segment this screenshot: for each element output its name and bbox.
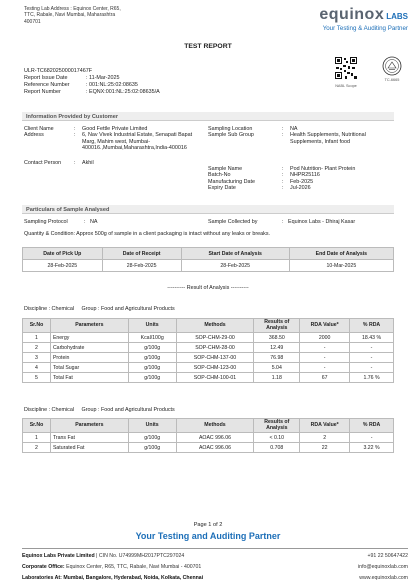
footer-divider: [22, 548, 408, 549]
info-value: Pod Nutrition- Plant Protein: [290, 166, 356, 172]
table-cell: g/100g: [128, 343, 176, 353]
info-colon: :: [74, 132, 76, 139]
table-cell: g/100g: [128, 433, 176, 443]
quantity-note: Quantity & Condition: Approx 500g of sample in a client packaging is intact without any leaks or breaks.: [24, 231, 271, 237]
sample-collected-by: [208, 219, 394, 225]
results-table-2: [22, 418, 394, 453]
meta-key: ULR-TC682025000017467F: [24, 68, 93, 74]
result-heading: ---------- Result of Analysis ----------: [167, 285, 249, 291]
nabl-seal-icon: [382, 56, 402, 76]
footer-labs-key: Laboratories At:: [22, 575, 62, 581]
footer-phone[interactable]: +91 22 50647422: [367, 553, 408, 559]
info-value: Jul-2026: [290, 185, 311, 192]
footer-corporate-line: [22, 564, 201, 570]
table-cell: 0.708: [254, 443, 300, 453]
meta-row: [24, 89, 160, 96]
table-row: [23, 443, 394, 453]
header-rda-percent: % RDA: [350, 419, 394, 433]
table-row: [23, 433, 394, 443]
customer-info-right-top: [208, 126, 394, 145]
info-value: NA: [290, 126, 298, 132]
table-cell: Energy: [50, 333, 128, 343]
table-cell: SOP-CHM-100-01: [176, 373, 254, 383]
info-value: Akhil: [82, 159, 94, 166]
footer-labs-value: Mumbai, Bangalore, Hyderabad, Noida, Kolkata, Chennai: [63, 575, 204, 581]
info-colon: :: [282, 132, 284, 139]
logo-tagline: Your Testing & Auditing Partner: [322, 25, 408, 32]
table-cell: -: [350, 353, 394, 363]
header-results: Results of Analysis: [254, 319, 300, 333]
dates-value-cell: 28-Feb-2025: [181, 260, 289, 272]
header-methods: Methods: [176, 419, 254, 433]
logo-suffix: LABS: [386, 12, 408, 21]
table-cell: 368.50: [254, 333, 300, 343]
company-logo: [319, 6, 408, 32]
sample-section-heading: Particulars of Sample Analysed: [22, 205, 394, 214]
table-cell: g/100g: [128, 363, 176, 373]
footer-company: Equinox Labs Private Limited: [22, 553, 95, 559]
page-number: Page 1 of 2: [193, 522, 223, 528]
meta-key: Report Issue Date: [24, 75, 68, 81]
info-row: [24, 219, 204, 225]
info-colon: :: [74, 159, 76, 166]
table-row: [23, 343, 394, 353]
info-value: Health Supplements, Nutritional Supplements, Infant food: [290, 132, 366, 145]
info-colon: :: [74, 126, 76, 132]
info-colon: :: [282, 185, 284, 192]
info-row: [24, 160, 204, 166]
table-cell: 12.49: [254, 343, 300, 353]
customer-info-right-bottom: [208, 166, 394, 192]
table-cell: Saturated Fat: [50, 443, 128, 453]
info-colon: :: [282, 172, 284, 179]
dates-header-row: [23, 248, 394, 260]
results-header-row: [23, 319, 394, 333]
meta-value: : 11-Mar-2025: [86, 75, 120, 81]
meta-row: [24, 82, 160, 89]
info-key: Contact Person: [24, 159, 62, 166]
table-cell: AOAC 996.06: [176, 443, 254, 453]
dates-header-cell: Date of Receipt: [102, 248, 181, 260]
footer-company-line: [22, 553, 184, 559]
table2-discipline: Discipline : Chemical: [24, 407, 75, 413]
info-value: Good Fettle Private Limited: [82, 126, 148, 132]
meta-key: Report Number: [24, 89, 61, 95]
logo-wordmark: equinox: [319, 6, 385, 23]
footer-labs-line: [22, 575, 203, 581]
dates-table: [22, 247, 394, 272]
table-cell: 67: [300, 373, 350, 383]
lab-address-line: 400701: [24, 18, 41, 25]
meta-value: : EQNX:001:NL:25:02:08635/A: [86, 89, 160, 95]
table-cell: -: [350, 433, 394, 443]
footer-corporate-value: Equinox Center, R65, TTC, Rabale, Navi Mumbai - 400701: [66, 564, 202, 570]
info-key: Address: [24, 132, 44, 139]
info-colon: :: [282, 166, 284, 172]
dates-header-cell: Date of Pick Up: [23, 248, 103, 260]
qr-caption: NABL Scope: [335, 84, 357, 88]
meta-value: : 001:NL:25:02:08635: [86, 82, 138, 88]
table-cell: 1: [23, 333, 51, 343]
info-key: Manufacturing Date: [208, 178, 256, 185]
page-title: TEST REPORT: [184, 43, 232, 50]
table-cell: g/100g: [128, 353, 176, 363]
dates-value-row: [23, 260, 394, 272]
lab-address-line: Testing Lab Address : Equinox Center, R65,: [24, 6, 121, 12]
table-cell: -: [350, 343, 394, 353]
header-results: Results of Analysis: [254, 419, 300, 433]
table-cell: Carbohydrate: [50, 343, 128, 353]
dates-header-cell: Start Date of Analysis: [181, 248, 289, 260]
info-key: Expiry Date: [208, 185, 236, 192]
header-rda-value: RDA Value*: [300, 419, 350, 433]
footer-website[interactable]: www.equinoxlab.com: [359, 575, 408, 581]
customer-info-left: [24, 126, 204, 166]
header-sr-no: Sr.No: [23, 319, 51, 333]
meta-row: [24, 75, 160, 82]
table-row: [23, 363, 394, 373]
header-parameters: Parameters: [50, 419, 128, 433]
info-key: Sampling Location: [208, 126, 253, 132]
info-value: 6, Nav Vivek Industrial Estate, Senapati Bapat Marg, Mahim west, Mumbai-400016.,Mumbai,Maharashtra,India-400016: [82, 132, 193, 152]
info-key: Client Name: [24, 126, 54, 132]
info-value: NA: [90, 219, 98, 225]
lab-address: [24, 6, 154, 25]
table-cell: -: [300, 353, 350, 363]
dates-value-cell: 28-Feb-2025: [23, 260, 103, 272]
table-cell: 76.98: [254, 353, 300, 363]
table-cell: -: [300, 363, 350, 373]
info-colon: :: [282, 219, 284, 225]
table1-group: Group : Food and Agricultural Products: [81, 306, 175, 312]
table-cell: 1.76 %: [350, 373, 394, 383]
dates-header-cell: End Date of Analysis: [289, 248, 393, 260]
customer-section-heading: Information Provided by Customer: [22, 112, 394, 121]
dates-value-cell: 10-Mar-2025: [289, 260, 393, 272]
info-key: Sampling Protocol: [24, 219, 68, 225]
sampling-protocol: [24, 219, 204, 225]
nabl-caption: TC-6665: [384, 78, 400, 82]
header-methods: Methods: [176, 319, 254, 333]
info-value: Feb-2025: [290, 178, 314, 185]
table-cell: Total Fat: [50, 373, 128, 383]
info-value: Equinox Labs - Dhiraj Kasar: [288, 219, 356, 225]
table-cell: -: [300, 343, 350, 353]
table-cell: 3: [23, 353, 51, 363]
info-row: [208, 185, 394, 191]
info-key: Sample Collected by: [208, 219, 258, 225]
info-colon: :: [84, 219, 86, 225]
table-cell: g/100g: [128, 373, 176, 383]
table-cell: SOP-CHM-29-00: [176, 333, 254, 343]
table-cell: SOP-CHM-123-00: [176, 363, 254, 373]
report-meta: [24, 68, 160, 96]
table-cell: 1.18: [254, 373, 300, 383]
table-cell: -: [350, 363, 394, 373]
table-cell: SOP-CHM-28-00: [176, 343, 254, 353]
info-key: Sample Sub Group: [208, 132, 254, 139]
footer-tagline: Your Testing and Auditing Partner: [135, 531, 281, 541]
info-colon: :: [282, 178, 284, 185]
table-cell: 2: [23, 343, 51, 353]
table-cell: 3.22 %: [350, 443, 394, 453]
header-sr-no: Sr.No: [23, 419, 51, 433]
table2-group: Group : Food and Agricultural Products: [81, 407, 175, 413]
table-cell: AOAC 996.06: [176, 433, 254, 443]
table-row: [23, 373, 394, 383]
table-cell: SOP-CHM-137-00: [176, 353, 254, 363]
table-cell: Trans Fat: [50, 433, 128, 443]
table-cell: 22: [300, 443, 350, 453]
table-row: [23, 353, 394, 363]
meta-key: Reference Number: [24, 82, 70, 88]
table-cell: 4: [23, 363, 51, 373]
info-key: Batch-No: [208, 172, 231, 179]
table2-discipline-line: [24, 407, 175, 413]
header-rda-percent: % RDA: [350, 319, 394, 333]
table1-discipline: Discipline : Chemical: [24, 306, 75, 312]
table-cell: g/100g: [128, 443, 176, 453]
table-row: [23, 333, 394, 343]
info-row: [24, 132, 204, 151]
info-key: Sample Name: [208, 166, 243, 172]
table-cell: 5.04: [254, 363, 300, 373]
info-colon: :: [282, 126, 284, 132]
table-cell: Kcal/100g: [128, 333, 176, 343]
table-cell: 18.43 %: [350, 333, 394, 343]
footer-corporate-key: Corporate Office:: [22, 564, 65, 570]
table1-discipline-line: [24, 306, 175, 312]
footer-cin: | CIN No. U74999MH2017PTC297024: [96, 553, 185, 559]
header-parameters: Parameters: [50, 319, 128, 333]
info-row: [208, 132, 394, 145]
table-cell: 2: [300, 433, 350, 443]
lab-address-line: TTC, Rabale, Navi Mumbai, Maharashtra: [24, 12, 116, 19]
meta-row: [24, 68, 160, 75]
table-cell: Protein: [50, 353, 128, 363]
header-units: Units: [128, 319, 176, 333]
footer-email[interactable]: info@equinoxlab.com: [358, 564, 408, 570]
results-table-1: [22, 318, 394, 383]
dates-value-cell: 28-Feb-2025: [102, 260, 181, 272]
qr-code-icon: [334, 56, 358, 80]
table-cell: 2: [23, 443, 51, 453]
table-cell: 5: [23, 373, 51, 383]
table-cell: 1: [23, 433, 51, 443]
info-row: [208, 219, 394, 225]
table-cell: < 0.10: [254, 433, 300, 443]
info-value: NHPR25116: [290, 172, 320, 179]
header-units: Units: [128, 419, 176, 433]
table-cell: Total Sugar: [50, 363, 128, 373]
table-cell: 2000: [300, 333, 350, 343]
header-rda-value: RDA Value*: [300, 319, 350, 333]
results-header-row: [23, 419, 394, 433]
